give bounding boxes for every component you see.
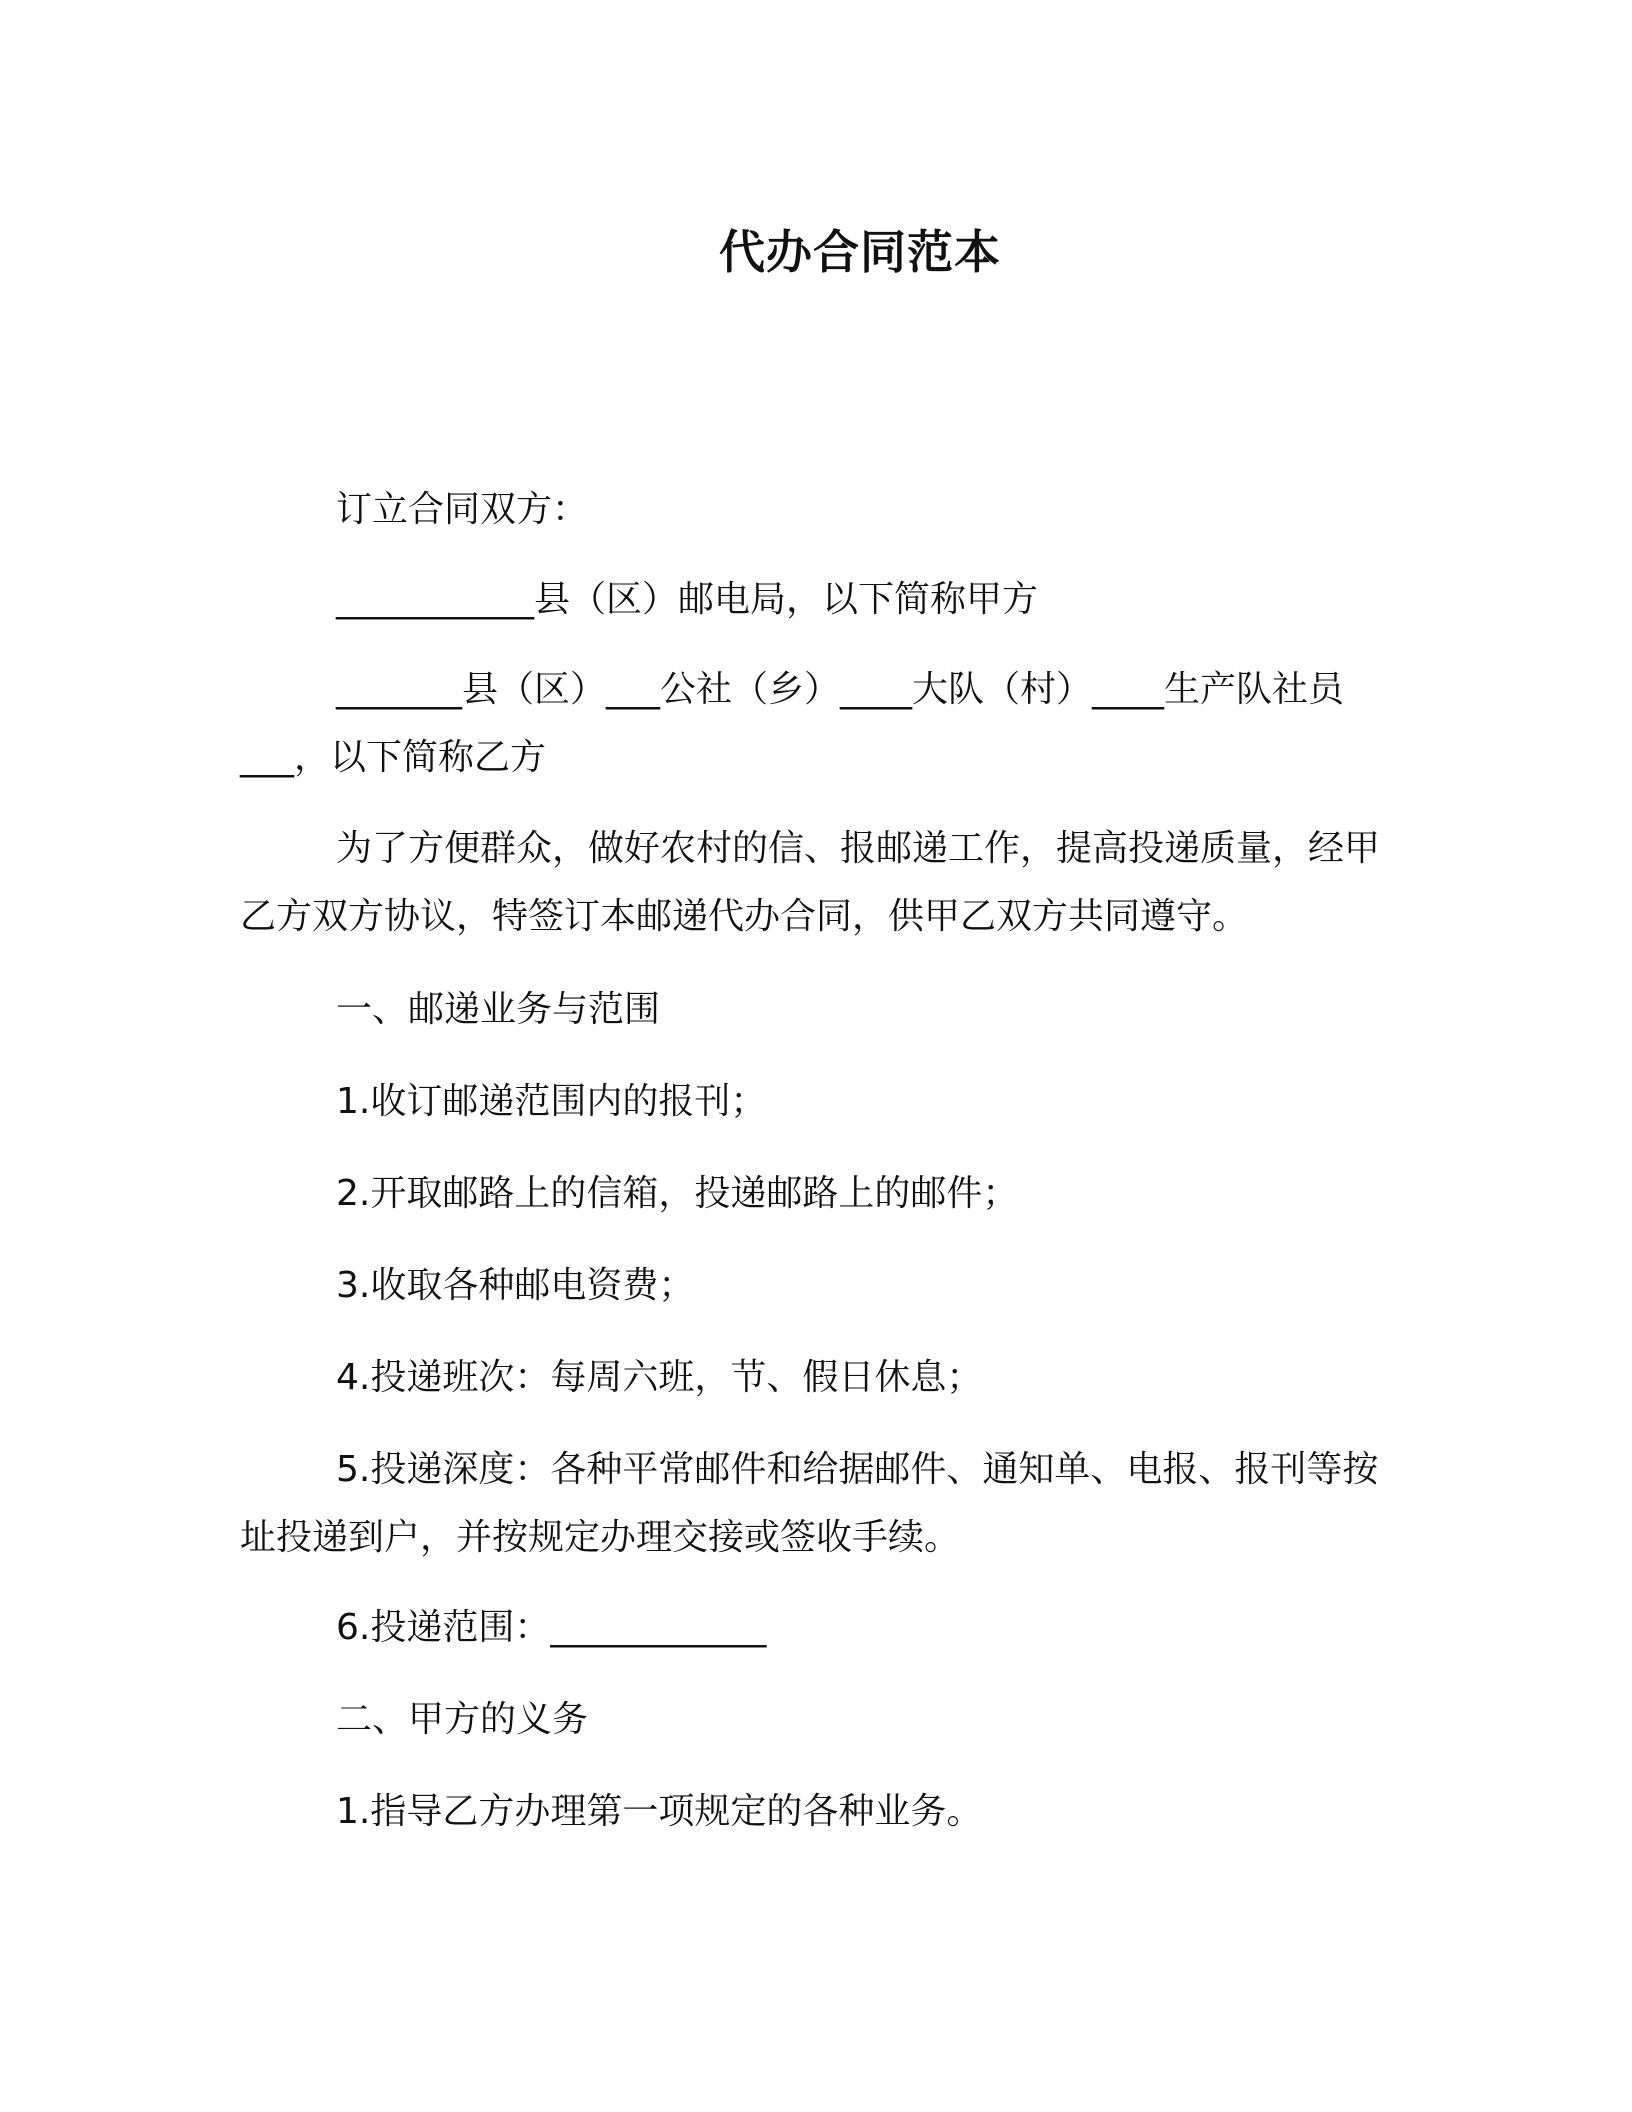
- preamble-paragraph: 为了方便群众，做好农村的信、报邮递工作，提高投递质量，经甲乙方双方协议，特签订本邮递代办合同，供甲乙双方共同遵守。: [240, 828, 1381, 937]
- section-1-item-5: 5.投递深度：各种平常邮件和给据邮件、通知单、电报、报刊等按址投递到户，并按规定办理交接或签收手续。: [240, 1449, 1379, 1558]
- section-1-item-2: 2.开取邮路上的信箱，投递邮路上的邮件；: [336, 1173, 1019, 1214]
- section-1-item-6: 6.投递范围：____________: [336, 1607, 767, 1648]
- section-1-item-3: 3.收取各种邮电资费；: [336, 1265, 695, 1306]
- document-title: 代办合同范本: [719, 225, 1001, 279]
- section-1-heading: 一、邮递业务与范围: [336, 989, 661, 1030]
- section-1-item-4: 4.投递班次：每周六班，节、假日休息；: [336, 1357, 983, 1398]
- contract-parties-heading: 订立合同双方：: [336, 489, 589, 530]
- section-2-item-1: 1.指导乙方办理第一项规定的各种业务。: [336, 1791, 983, 1832]
- section-1-item-1: 1.收订邮递范围内的报刊；: [336, 1081, 767, 1122]
- party-b-line: _______县（区）___公社（乡）____大队（村）____生产队社员___，以下简称乙方: [240, 669, 1345, 778]
- section-2-heading: 二、甲方的义务: [336, 1699, 589, 1740]
- party-a-line: ___________县（区）邮电局，以下简称甲方: [336, 579, 1039, 620]
